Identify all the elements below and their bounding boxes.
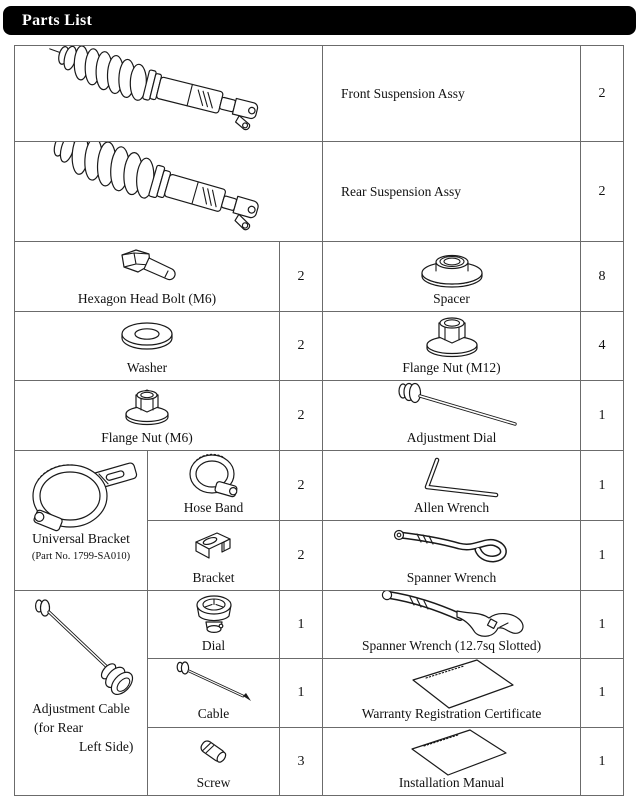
part-name-line3: Left Side) (79, 738, 134, 754)
spanner-wrench-slotted-icon (323, 592, 580, 638)
universal-bracket-icon (15, 452, 147, 532)
row-hoseband-allenwrench (15, 451, 624, 521)
cell-rear-suspension-name (323, 142, 581, 242)
cell-flange-nut-m12 (323, 312, 581, 381)
cell-screw-qty: 3 (280, 728, 323, 796)
cell-adjustment-dial-qty: 1 (581, 381, 624, 451)
part-name: Washer (126, 360, 168, 376)
hex-bolt-icon (15, 243, 279, 291)
cell-front-suspension-qty: 2 (581, 46, 624, 142)
washer-icon (15, 312, 279, 360)
cell-flange-nut-m12-qty: 4 (581, 312, 624, 381)
cell-cable-qty: 1 (280, 659, 323, 728)
spacer-icon (323, 243, 580, 291)
cell-hose-band (148, 451, 280, 521)
cell-installation-manual-qty: 1 (581, 728, 624, 796)
cell-universal-bracket (15, 451, 148, 591)
cell-rear-suspension-qty: 2 (581, 142, 624, 242)
cell-screw (148, 728, 280, 796)
part-name: Spanner Wrench (406, 569, 497, 585)
cell-front-suspension-image (15, 46, 323, 142)
cell-rear-suspension-image (15, 142, 323, 242)
cell-spacer-qty: 8 (581, 242, 624, 312)
cell-bracket (148, 521, 280, 591)
part-name-line1: Adjustment Cable (32, 700, 130, 716)
cell-hose-band-qty: 2 (280, 451, 323, 521)
cell-adjustment-cable (15, 591, 148, 796)
flange-nut-m6-icon (15, 382, 279, 430)
cell-washer-qty: 2 (280, 312, 323, 381)
section-header (3, 6, 636, 35)
cable-icon (148, 660, 279, 706)
cell-dial (148, 591, 280, 659)
part-name-line2: (for Rear (34, 719, 84, 735)
cell-flange-nut-m6 (15, 381, 280, 451)
cell-spacer (323, 242, 581, 312)
cell-installation-manual (323, 728, 581, 796)
spanner-wrench-icon (323, 522, 580, 570)
row-bolt-spacer (15, 242, 624, 312)
part-name: Warranty Registration Certificate (361, 706, 542, 722)
cell-adjustment-dial (323, 381, 581, 451)
screw-icon (148, 729, 279, 775)
installation-manual-icon (323, 729, 580, 775)
cell-flange-nut-m6-qty: 2 (280, 381, 323, 451)
part-name: Bracket (192, 569, 235, 585)
warranty-certificate-icon (323, 660, 580, 706)
allen-wrench-icon (323, 452, 580, 500)
part-name: Adjustment Dial (406, 429, 497, 445)
page-title: Parts List (22, 11, 93, 29)
flange-nut-m12-icon (323, 312, 580, 360)
cell-spanner-wrench-qty: 1 (581, 521, 624, 591)
part-name: Installation Manual (398, 774, 505, 790)
dial-icon (148, 592, 279, 638)
part-name: Screw (196, 774, 231, 790)
part-name: Flange Nut (M6) (101, 429, 193, 445)
cell-spanner-wrench-slotted (323, 591, 581, 659)
part-name: Rear Suspension Assy (341, 183, 462, 199)
part-name: Universal Bracket (32, 531, 130, 547)
row-flangenut6-adjdial (15, 381, 624, 451)
part-name: Front Suspension Assy (341, 85, 465, 101)
parts-table (14, 45, 624, 796)
cell-dial-qty: 1 (280, 591, 323, 659)
part-name: Dial (201, 637, 226, 653)
cell-bracket-qty: 2 (280, 521, 323, 591)
cell-allen-wrench (323, 451, 581, 521)
cell-washer (15, 312, 280, 381)
part-name: Hose Band (183, 499, 244, 515)
part-name: Allen Wrench (413, 499, 490, 515)
part-name: Spacer (433, 290, 470, 306)
cell-front-suspension-name (323, 46, 581, 142)
cell-hex-bolt-qty: 2 (280, 242, 323, 312)
adjustment-dial-icon (323, 382, 580, 430)
part-name: Flange Nut (M12) (402, 360, 501, 376)
cell-allen-wrench-qty: 1 (581, 451, 624, 521)
part-name: Hexagon Head Bolt (M6) (77, 290, 217, 306)
part-number: (Part No. 1799-SA010) (31, 550, 131, 562)
part-name-block (15, 700, 147, 757)
row-washer-flangenut12 (15, 312, 624, 381)
part-name: Cable (197, 706, 230, 722)
row-dial-spannerslotted (15, 591, 624, 659)
bracket-icon (148, 522, 279, 570)
cell-spanner-wrench (323, 521, 581, 591)
row-front-suspension (15, 46, 624, 142)
adjustment-cable-icon (15, 592, 147, 700)
cell-spanner-wrench-slotted-qty: 1 (581, 591, 624, 659)
front-suspension-icon (35, 123, 303, 140)
cell-hex-bolt (15, 242, 280, 312)
cell-warranty-certificate (323, 659, 581, 728)
hose-band-icon (148, 452, 279, 500)
row-rear-suspension (15, 142, 624, 242)
cell-warranty-certificate-qty: 1 (581, 659, 624, 728)
cell-cable (148, 659, 280, 728)
part-name: Spanner Wrench (12.7sq Slotted) (361, 637, 542, 653)
rear-suspension-icon (30, 223, 308, 240)
